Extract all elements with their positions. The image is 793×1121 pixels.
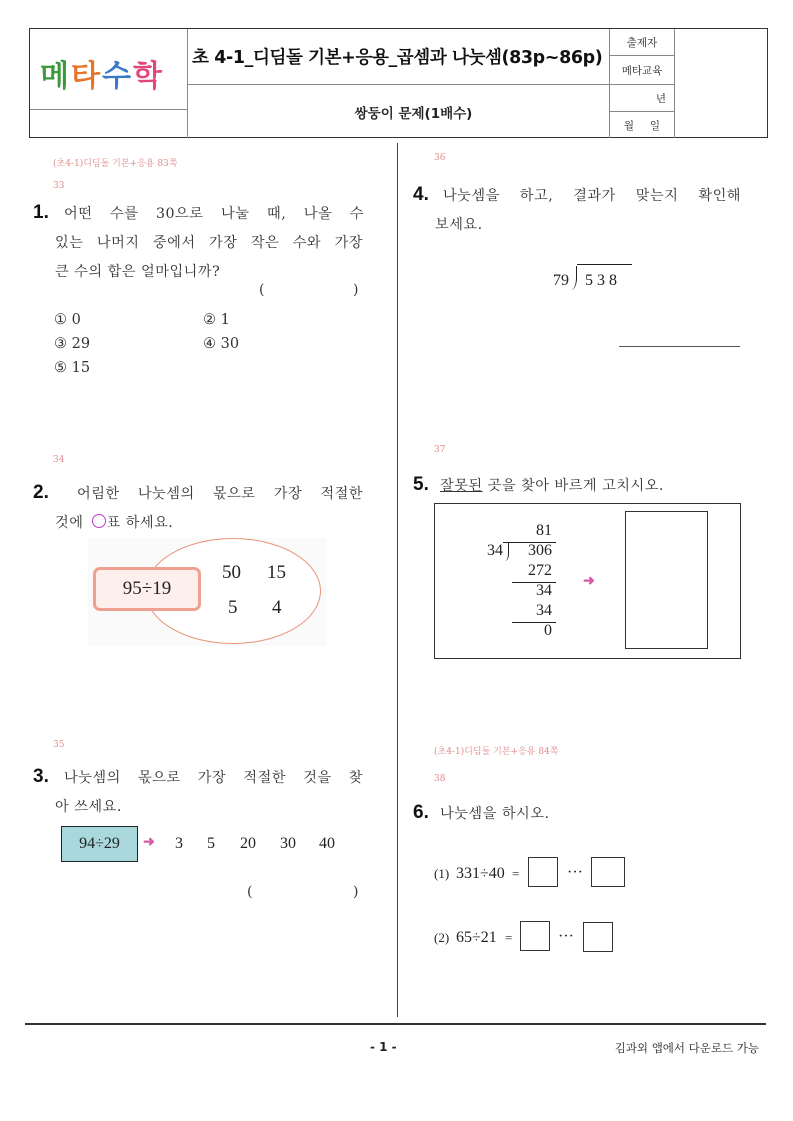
expression-box — [93, 567, 201, 611]
dividend: 5 3 8 — [585, 272, 617, 289]
divisor: 34 — [487, 542, 503, 559]
option[interactable]: 5 — [207, 835, 215, 852]
author-value: 메타교육 — [610, 56, 675, 85]
question-number: 6. — [413, 802, 429, 823]
step: 34 — [536, 602, 552, 619]
year-label: 년 — [610, 85, 675, 112]
arrow-right-icon: ➜ — [143, 834, 155, 850]
division-bracket — [505, 543, 509, 561]
question-number: 4. — [413, 184, 429, 205]
long-division-wrong — [475, 522, 560, 642]
worksheet-title: 초 4-1_디딤돌 기본+응용_곱셈과 나눗셈(83p~86p) — [188, 29, 610, 85]
answer-paren-close: ) — [353, 282, 359, 298]
quotient-input-box[interactable] — [520, 921, 550, 951]
expression-box — [61, 826, 138, 862]
month-label: 월 — [623, 119, 635, 132]
question-text-post: 표 하세요. — [106, 515, 174, 531]
expression: 331÷40 — [456, 865, 505, 882]
underlined-text: 잘못된 — [440, 478, 483, 494]
question-ref: 33 — [53, 181, 65, 191]
answer-paren-open: ( — [259, 282, 265, 298]
equals-sign: = — [512, 866, 520, 881]
option[interactable]: 3 — [175, 835, 183, 852]
logo-under-cell — [30, 110, 188, 138]
score-cell — [675, 29, 767, 138]
question-number: 2. — [33, 482, 49, 503]
option[interactable]: 15 — [267, 562, 286, 583]
choice-4[interactable]: ④ 30 — [203, 336, 240, 352]
choice-1[interactable]: ① 0 — [54, 312, 81, 328]
correction-box — [434, 503, 741, 659]
worksheet-subtitle: 쌍둥이 문제(1배수) — [188, 85, 610, 138]
ellipsis: ··· — [567, 864, 583, 881]
step: 0 — [544, 622, 552, 639]
question-text-line: 어떤 수를 30으로 나눌 때, 나올 수 — [64, 206, 364, 222]
question-text-line — [55, 509, 173, 538]
question-number: 1. — [33, 202, 49, 223]
question-text-line: 나눗셈을 하고, 결과가 맞는지 확인해 — [443, 188, 741, 204]
logo-char: 메 — [40, 59, 68, 94]
option[interactable]: 4 — [272, 597, 282, 618]
choice-5[interactable]: ⑤ 15 — [54, 360, 91, 376]
expression: 65÷21 — [456, 929, 497, 946]
sub-question-1 — [434, 856, 634, 890]
question-ref: 36 — [434, 153, 446, 163]
question-ref: 35 — [53, 740, 65, 750]
sub-label: (2) — [434, 930, 450, 945]
footer-note: 김과외 앱에서 다운로드 가능 — [614, 1041, 759, 1055]
division-bar — [577, 264, 632, 265]
option[interactable]: 40 — [319, 835, 335, 852]
column-divider — [397, 143, 398, 1017]
question-text-line: 나눗셈의 몫으로 가장 적절한 것을 찾 — [64, 770, 363, 786]
source-label: (초4-1)디딤돌 기본+응용 84쪽 — [434, 747, 559, 757]
dividend: 306 — [528, 542, 552, 559]
answer-paren-close: ) — [353, 884, 359, 900]
answer-paren-open: ( — [247, 884, 253, 900]
step: 272 — [528, 562, 552, 579]
question-ref: 34 — [53, 455, 65, 465]
footer-divider — [25, 1023, 766, 1025]
step: 34 — [536, 582, 552, 599]
sub-question-2 — [434, 920, 634, 954]
answer-line[interactable] — [619, 346, 740, 347]
author-label: 출제자 — [610, 29, 675, 56]
question-text-line: 아 쓰세요. — [55, 799, 122, 815]
question-number: 5. — [413, 474, 429, 495]
choice-3[interactable]: ③ 29 — [54, 336, 91, 352]
question-ref: 37 — [434, 445, 446, 455]
remainder-input-box[interactable] — [591, 857, 625, 887]
question-text: 나눗셈을 하시오. — [440, 806, 550, 822]
logo — [40, 51, 161, 95]
quotient: 81 — [536, 522, 552, 539]
question-text-line — [440, 472, 664, 501]
logo-char: 학 — [132, 59, 161, 94]
option[interactable]: 5 — [228, 597, 238, 618]
quotient-input-box[interactable] — [528, 857, 558, 887]
equals-sign: = — [505, 930, 513, 945]
logo-cell — [30, 29, 188, 110]
question-number: 3. — [33, 766, 49, 787]
question-text-line: 큰 수의 합은 얼마입니까? — [55, 264, 221, 280]
worksheet-header — [29, 28, 768, 138]
option[interactable]: 30 — [280, 835, 296, 852]
expression: 94÷29 — [79, 835, 120, 852]
page-number: - 1 - — [370, 1040, 397, 1054]
question-ref: 38 — [434, 774, 446, 784]
sub-label: (1) — [434, 866, 450, 881]
divisor: 79 — [553, 272, 569, 289]
question-text-line: 있는 나머지 중에서 가장 작은 수와 가장 — [55, 235, 363, 251]
logo-char: 타 — [70, 59, 99, 94]
long-division-problem — [553, 264, 633, 294]
logo-char: 수 — [101, 59, 130, 94]
question-text-line: 보세요. — [435, 217, 483, 233]
option[interactable]: 50 — [222, 562, 241, 583]
question-text-line: 어림한 나눗셈의 몫으로 가장 적절한 — [77, 486, 363, 502]
estimation-figure — [88, 538, 326, 646]
question-text-pre: 것에 — [55, 515, 84, 531]
remainder-input-box[interactable] — [583, 922, 613, 952]
option[interactable]: 20 — [240, 835, 256, 852]
expression: 95÷19 — [122, 578, 172, 599]
arrow-right-icon: ➜ — [583, 573, 595, 589]
day-label: 일 — [649, 119, 661, 132]
choice-2[interactable]: ② 1 — [203, 312, 230, 328]
ellipsis: ··· — [558, 928, 574, 945]
source-label: (초4-1)디딤돌 기본+응용 83쪽 — [53, 159, 178, 169]
date-cell — [610, 112, 675, 138]
circle-mark-icon — [92, 514, 106, 528]
correction-answer-box[interactable] — [625, 511, 708, 649]
division-bracket — [571, 266, 577, 290]
question-text-rest: 곳을 찾아 바르게 고치시오. — [487, 478, 664, 494]
